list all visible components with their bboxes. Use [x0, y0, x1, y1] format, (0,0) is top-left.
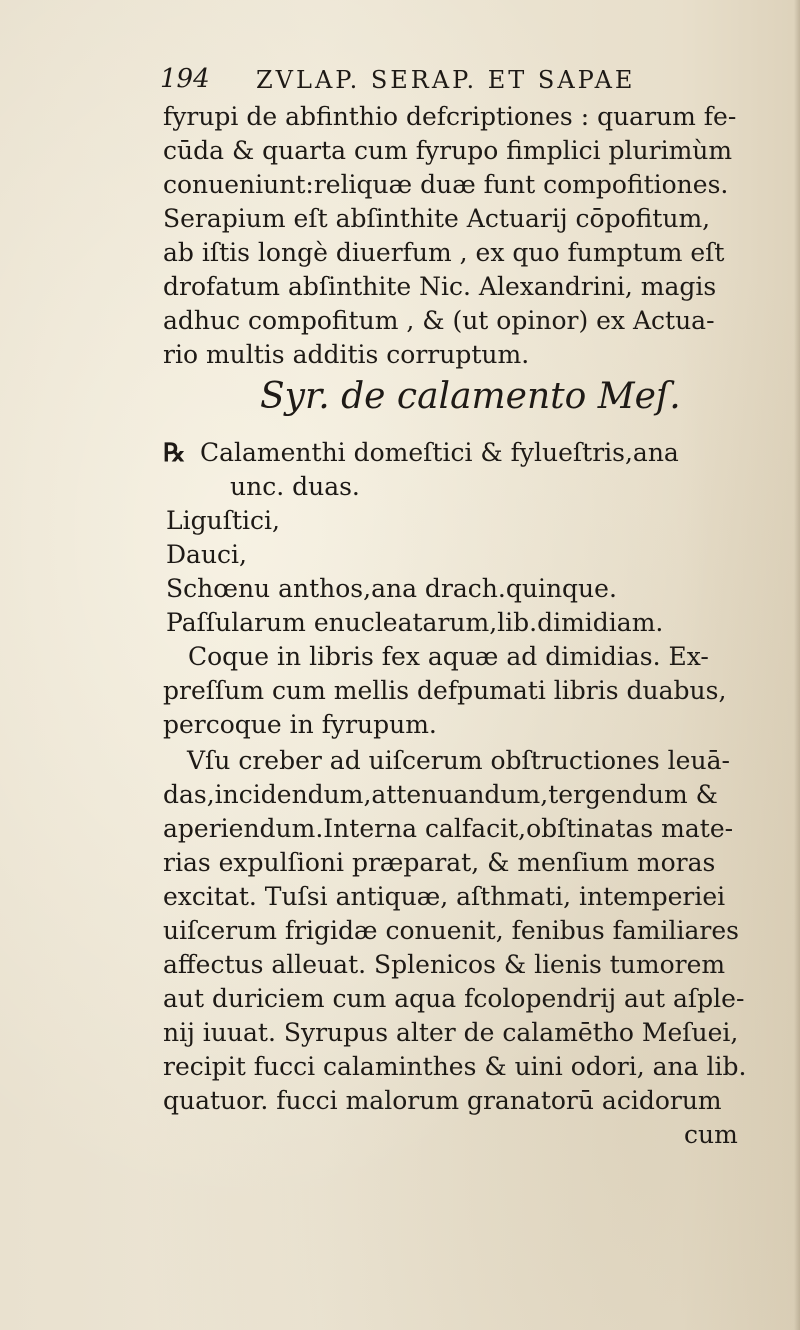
text-line: cūda & quarta cum fyrupo fimplici plurimùm [163, 136, 733, 165]
text-line: adhuc compofitum , & (ut opinor) ex Actua- [163, 306, 715, 335]
text-line: nij iuuat. Syrupus alter de calamētho Meſuei, [163, 1018, 739, 1047]
text-line: Vſu creber ad uiſcerum obſtructiones leuā- [187, 746, 730, 775]
section-heading: Syr. de calamento Meſ. [260, 376, 681, 417]
recipe-line: percoque in fyrupum. [163, 710, 437, 739]
recipe-sign-icon: ℞ [163, 438, 186, 467]
recipe-line: preſſum cum mellis defpumati libris duabus, [163, 676, 727, 705]
text-line: ab iſtis longè diuerfum , ex quo fumptum eſt [163, 238, 725, 267]
text-line: fyrupi de abfinthio defcriptiones : quarum fe- [163, 102, 737, 131]
recipe-line: Paſſularum enucleatarum,lib.dimidiam. [166, 608, 664, 637]
text-line: uiſcerum frigidæ conuenit, fenibus familiares [163, 916, 739, 945]
recipe-line: Schœnu anthos,ana drach.quinque. [166, 574, 617, 603]
recipe-line: unc. duas. [230, 472, 360, 501]
text-line: affectus alleuat. Splenicos & lienis tumorem [163, 950, 726, 979]
running-head: ZVLAP. SERAP. ET SAPAE [256, 66, 636, 94]
text-line: Serapium eſt abſinthite Actuarij cōpofitum, [163, 204, 711, 233]
text-line: excitat. Tuſsi antiquæ, aſthmati, intemperiei [163, 882, 726, 911]
recipe-line: Coque in libris fex aquæ ad dimidias. Ex- [188, 642, 709, 671]
catchword: cum [684, 1120, 738, 1149]
text-line: recipit fucci calaminthes & uini odori, ana lib. [163, 1052, 747, 1081]
recipe-line: Dauci, [166, 540, 247, 569]
recipe-line: Calamenthi domeſtici & fylueſtris,ana [200, 438, 679, 467]
page-edge-shadow [794, 0, 800, 1330]
text-line: drofatum abſinthite Nic. Alexandrini, magis [163, 272, 717, 301]
recipe-line: Liguſtici, [166, 506, 280, 535]
page-number: 194 [160, 64, 210, 94]
text-line: rias expulſioni præparat, & menſium moras [163, 848, 716, 877]
text-line: conueniunt:reliquæ duæ funt compofitiones. [163, 170, 729, 199]
text-line: rio multis additis corruptum. [163, 340, 530, 369]
text-line: aut duriciem cum aqua fcolopendrij aut aſple- [163, 984, 745, 1013]
text-line: quatuor. fucci malorum granatorū acidorum [163, 1086, 722, 1115]
text-line: aperiendum.Interna calfacit,obſtinatas mate- [163, 814, 734, 843]
text-line: das,incidendum,attenuandum,tergendum & [163, 780, 718, 809]
page-header [160, 60, 760, 100]
